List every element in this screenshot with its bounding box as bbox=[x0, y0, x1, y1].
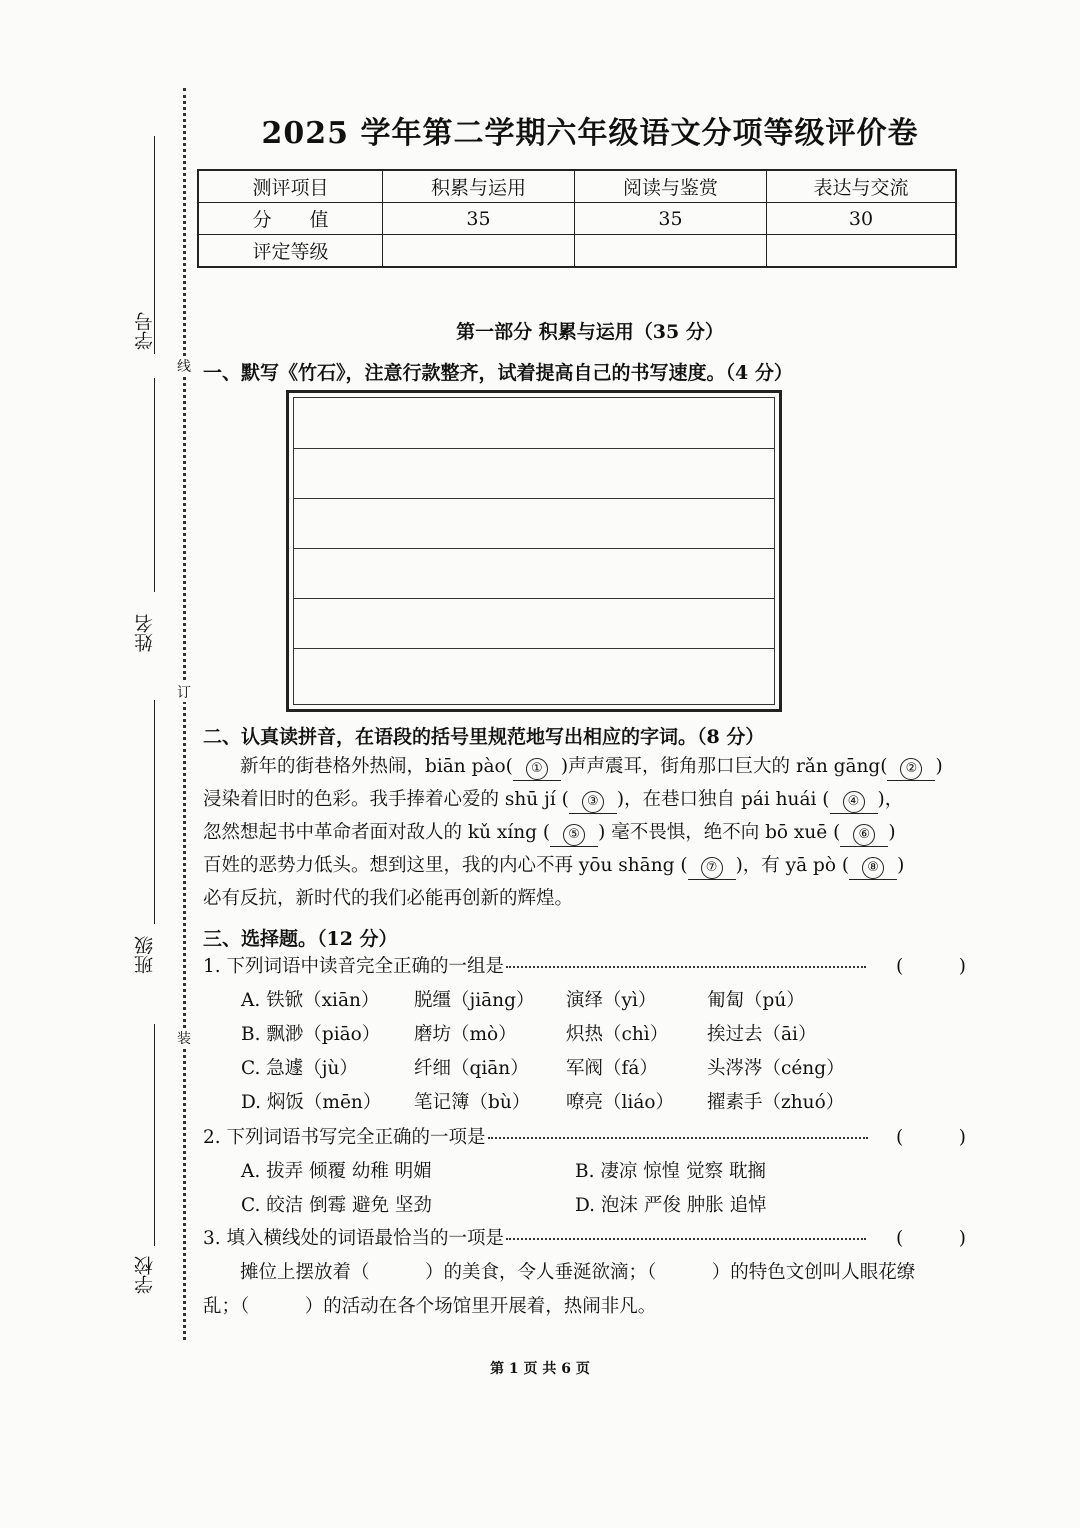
option-a[interactable]: A. 拔弄 倾覆 幼稚 明媚 bbox=[241, 1161, 432, 1182]
part-one-title: 第一部分 积累与运用（35 分） bbox=[456, 321, 724, 343]
cut-mark-line: 线 bbox=[177, 356, 191, 376]
option-word: 擢素手（zhuó） bbox=[707, 1092, 845, 1113]
circled-number-icon: ⑧ bbox=[862, 857, 884, 879]
passage-line: 摊位上摆放着（ ）的美食，令人垂涎欲滴；（ ）的特色文创叫人眼花缭 bbox=[240, 1262, 916, 1283]
school-label: 学校 bbox=[134, 1256, 156, 1294]
mc-item-2 bbox=[203, 1121, 993, 1223]
cut-line bbox=[183, 88, 186, 1340]
passage-line: 新年的街巷格外热闹，biān pào( ① )声声震耳，街角那口巨大的 rǎn gāng( ② ) bbox=[203, 750, 993, 783]
answer-blank-7[interactable] bbox=[688, 855, 736, 880]
circled-number-icon: ③ bbox=[582, 791, 604, 813]
score-table bbox=[197, 169, 957, 268]
passage-line: 乱；（ ）的活动在各个场馆里开展着，热闹非凡。 bbox=[203, 1296, 657, 1317]
option-row bbox=[203, 1155, 993, 1189]
question-passage bbox=[203, 1256, 993, 1324]
answer-blank-1[interactable] bbox=[513, 756, 561, 781]
answer-paren[interactable]: ( ) bbox=[896, 1228, 966, 1249]
option-b[interactable]: B. 飘渺（piāo） bbox=[241, 1024, 381, 1045]
circled-number-icon: ① bbox=[526, 758, 548, 780]
answer-paren[interactable]: ( ) bbox=[896, 1127, 966, 1148]
answer-blank-6[interactable] bbox=[840, 822, 888, 847]
table-cell: 35 bbox=[383, 203, 575, 235]
table-row bbox=[198, 170, 956, 203]
passage-line: 浸染着旧时的色彩。我手捧着心爱的 shū jí ( ③ )，在巷口独自 pái huái ( ④ )， bbox=[203, 783, 993, 816]
circled-number-icon: ② bbox=[900, 758, 922, 780]
passage-line: 必有反抗，新时代的我们必能再创新的辉煌。 bbox=[203, 888, 574, 909]
answer-blank-4[interactable] bbox=[830, 789, 878, 814]
grid-line bbox=[294, 448, 774, 449]
pinyin-passage bbox=[203, 750, 993, 915]
leader-dots bbox=[488, 1137, 868, 1139]
table-cell: 分 值 bbox=[198, 203, 383, 235]
cut-mark-zhuang: 装 bbox=[177, 1028, 191, 1048]
page-title: 2025 学年第二学期六年级语文分项等级评价卷 bbox=[261, 116, 919, 151]
passage-line: 百姓的恶势力低头。想到这里，我的内心不再 yōu shāng ( ⑦ )，有 yā pò ( ⑧ ) bbox=[203, 849, 993, 882]
table-cell: 测评项目 bbox=[198, 170, 383, 203]
option-row bbox=[203, 984, 993, 1018]
grid-line bbox=[294, 648, 774, 649]
option-row bbox=[203, 1189, 993, 1223]
option-a[interactable]: A. 铁锨（xiān） bbox=[241, 990, 380, 1011]
option-word: 纤细（qiān） bbox=[414, 1058, 529, 1079]
question-two-title: 二、认真读拼音，在语段的括号里规范地写出相应的字词。（8 分） bbox=[203, 726, 765, 748]
circled-number-icon: ⑦ bbox=[701, 857, 723, 879]
question-stem: 2. 下列词语书写完全正确的一项是 ( ) bbox=[203, 1121, 993, 1155]
table-cell: 35 bbox=[575, 203, 767, 235]
writing-grid-inner bbox=[293, 397, 775, 705]
option-word: 挨过去（āi） bbox=[707, 1024, 817, 1045]
option-word: 炽热（chì） bbox=[566, 1024, 669, 1045]
option-row bbox=[203, 1052, 993, 1086]
answer-blank-3[interactable] bbox=[569, 789, 617, 814]
circled-number-icon: ⑤ bbox=[563, 824, 585, 846]
answer-blank-5[interactable] bbox=[550, 822, 598, 847]
writing-grid[interactable] bbox=[286, 390, 782, 712]
circled-number-icon: ④ bbox=[843, 791, 865, 813]
grid-line bbox=[294, 498, 774, 499]
table-cell: 30 bbox=[767, 203, 957, 235]
option-c[interactable]: C. 急遽（jù） bbox=[241, 1058, 358, 1079]
option-b[interactable]: B. 凄凉 惊惶 觉察 耽搁 bbox=[575, 1161, 766, 1182]
cut-mark-ding: 订 bbox=[177, 682, 191, 702]
question-stem: 3. 填入横线处的词语最恰当的一项是 ( ) bbox=[203, 1222, 993, 1256]
passage-line: 忽然想起书中革命者面对敌人的 kǔ xíng ( ⑤ ) 毫不畏惧，绝不向 bō xuē ( ⑥ ) bbox=[203, 816, 993, 849]
grade-cell[interactable] bbox=[767, 235, 957, 268]
option-word: 笔记簿（bù） bbox=[414, 1092, 531, 1113]
table-cell: 阅读与鉴赏 bbox=[575, 170, 767, 203]
question-one-title: 一、默写《竹石》，注意行款整齐，试着提高自己的书写速度。（4 分） bbox=[203, 362, 793, 384]
table-cell: 积累与运用 bbox=[383, 170, 575, 203]
student-id-label: 学号 bbox=[134, 312, 156, 350]
binding-line-2 bbox=[154, 378, 155, 592]
grade-cell[interactable] bbox=[383, 235, 575, 268]
binding-line-4 bbox=[154, 1024, 155, 1246]
leader-dots bbox=[506, 1238, 866, 1240]
option-d[interactable]: D. 焖饭（mēn） bbox=[241, 1092, 382, 1113]
binding-line-3 bbox=[154, 700, 155, 924]
grid-line bbox=[294, 548, 774, 549]
table-cell: 评定等级 bbox=[198, 235, 383, 268]
table-cell: 表达与交流 bbox=[767, 170, 957, 203]
class-label: 班级 bbox=[134, 936, 156, 974]
grid-line bbox=[294, 598, 774, 599]
question-three-title: 三、选择题。（12 分） bbox=[203, 928, 398, 950]
mc-item-1 bbox=[203, 950, 993, 1120]
option-word: 匍匐（pú） bbox=[707, 990, 805, 1011]
option-word: 脱缰（jiāng） bbox=[414, 990, 535, 1011]
option-row bbox=[203, 1018, 993, 1052]
grade-cell[interactable] bbox=[575, 235, 767, 268]
question-stem: 1. 下列词语中读音完全正确的一组是 ( ) bbox=[203, 950, 993, 984]
answer-paren[interactable]: ( ) bbox=[896, 956, 966, 977]
option-c[interactable]: C. 皎洁 倒霉 避免 坚劲 bbox=[241, 1195, 432, 1216]
option-d[interactable]: D. 泡沫 严俊 肿胀 追悼 bbox=[575, 1195, 767, 1216]
leader-dots bbox=[506, 966, 866, 968]
table-row bbox=[198, 235, 956, 268]
mc-item-3 bbox=[203, 1222, 993, 1324]
circled-number-icon: ⑥ bbox=[853, 824, 875, 846]
name-label: 姓名 bbox=[134, 614, 156, 652]
table-row bbox=[198, 203, 956, 235]
page-number: 第 1 页 共 6 页 bbox=[490, 1361, 590, 1377]
option-word: 头涔涔（céng） bbox=[707, 1058, 845, 1079]
answer-blank-8[interactable] bbox=[849, 855, 897, 880]
option-row bbox=[203, 1086, 993, 1120]
answer-blank-2[interactable] bbox=[887, 756, 935, 781]
option-word: 军阀（fá） bbox=[566, 1058, 658, 1079]
option-word: 演绎（yì） bbox=[566, 990, 657, 1011]
option-word: 嘹亮（liáo） bbox=[566, 1092, 675, 1113]
option-word: 磨坊（mò） bbox=[414, 1024, 517, 1045]
